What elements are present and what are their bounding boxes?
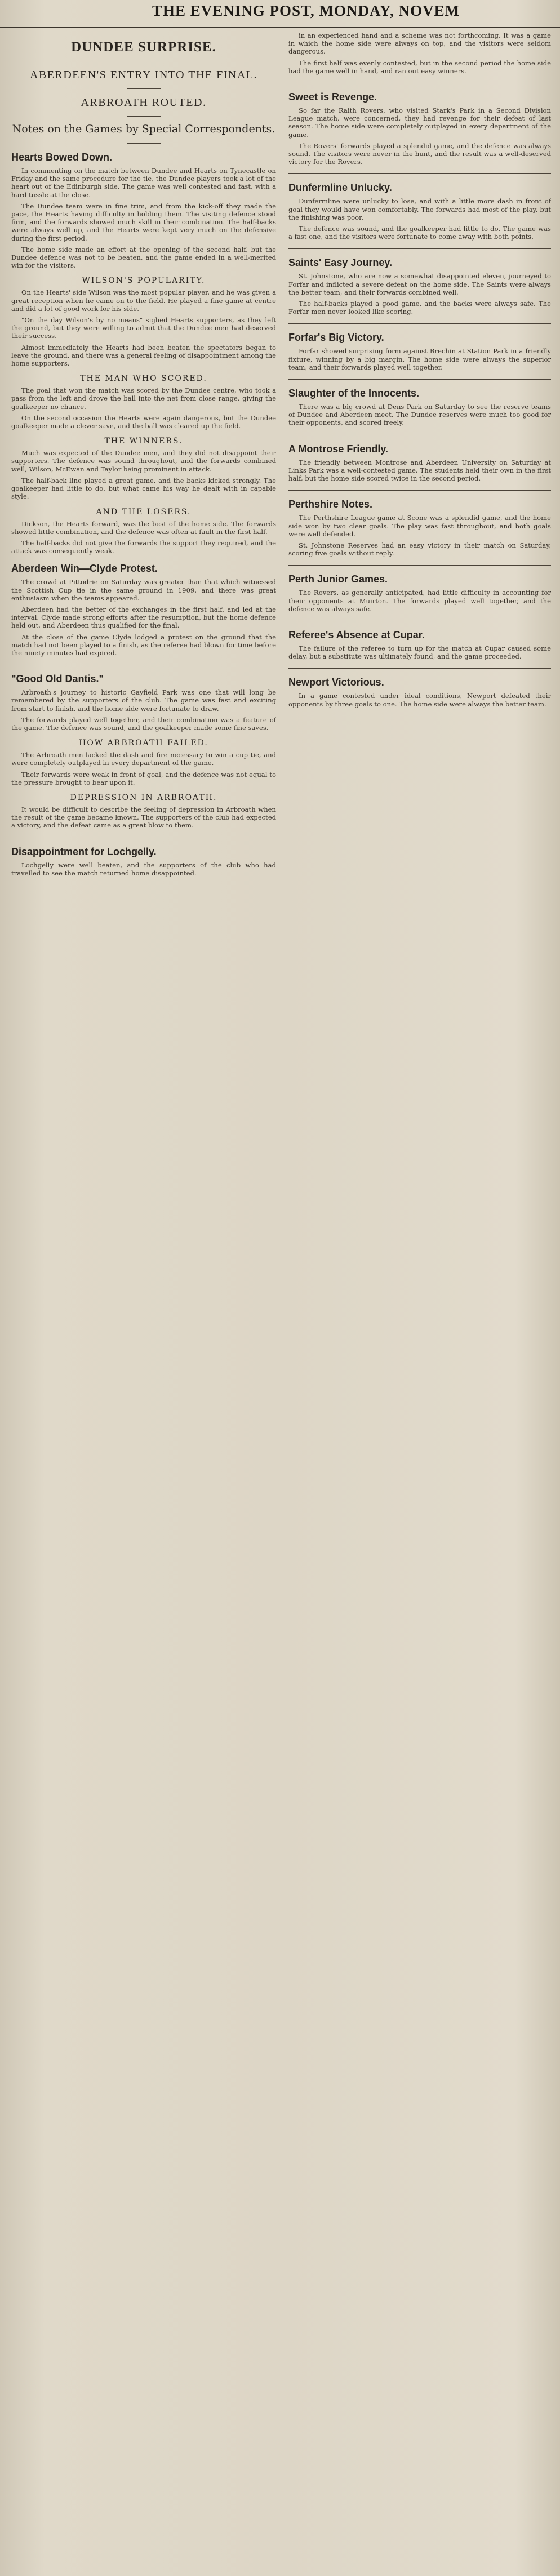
article-paragraph: The Perthshire League game at Scone was a splendid game, and the home side won by two clear goals. The play was fast throughout, and both goals were well defended. — [288, 514, 551, 538]
article-paragraph: The goal that won the match was scored by the Dundee centre, who took a pass from the left and drove the ball into the net from close range, giving the goalkeeper no chance. — [11, 386, 276, 411]
divider — [288, 565, 551, 566]
section-title: Dunfermline Unlucky. — [288, 182, 392, 194]
article-paragraph: Almost immediately the Hearts had been beaten the spectators began to leave the ground, and there was a general feeling of disappointment among the home supporters. — [11, 343, 276, 368]
section-title: Aberdeen Win—Clyde Protest. — [11, 563, 158, 575]
article-paragraph: The Rovers, as generally anticipated, had little difficulty in accounting for their opponents at Muirton. The forwards played well together, and the defence was always safe. — [288, 589, 551, 613]
section-title: Disappointment for Lochgelly. — [11, 846, 157, 857]
article-paragraph: Much was expected of the Dundee men, and they did not disappoint their supporters. The defence was sound throughout, and the forwards combined well, Wilson, McEwan and Taylor being prominent in attack. — [11, 449, 276, 473]
article-paragraph: It would be difficult to describe the feeling of depression in Arbroath when the result of the game became known. The supporters of the club had expected a victory, and the defeat came as a great blow to them. — [11, 805, 276, 830]
section-subtitle: AND THE LOSERS. — [96, 507, 192, 517]
article-paragraph: On the Hearts' side Wilson was the most popular player, and he was given a great reception when he came on to the field. He played a fine game at centre and did a lot of good work for his side. — [11, 288, 276, 313]
article-paragraph: At the close of the game Clyde lodged a protest on the ground that the match had not been played to a finish, as the referee had blown for time before the ninety minutes had expired. — [11, 633, 276, 657]
section-subtitle: DEPRESSION IN ARBROATH. — [70, 793, 217, 802]
article-paragraph: In a game contested under ideal conditions, Newport defeated their opponents by three goals to one. The home side were always the better team. — [288, 692, 551, 708]
section-title: A Montrose Friendly. — [288, 443, 389, 455]
section-title: Slaughter of the Innocents. — [288, 388, 420, 399]
masthead — [0, 0, 560, 28]
section-title: "Good Old Dantis." — [11, 673, 104, 685]
article-paragraph: Lochgelly were well beaten, and the supporters of the club who had travelled to see the match returned home disappointed. — [11, 861, 276, 877]
section-subtitle: WILSON'S POPULARITY. — [82, 276, 206, 286]
article-paragraph: The defence was sound, and the goalkeeper had little to do. The game was a fast one, and the visitors were fortunate to come away with both points. — [288, 225, 551, 241]
masthead-title: THE EVENING POST, MONDAY, NOVEM — [152, 2, 460, 19]
divider — [288, 173, 551, 174]
section-title: Newport Victorious. — [288, 677, 384, 688]
section-title: Perthshire Notes. — [288, 499, 373, 510]
article-paragraph: So far the Raith Rovers, who visited Stark's Park in a Second Division League match, were concerned, they had revenge for their defeat of last season. The home side were completely outplayed in every department of the game. — [288, 106, 551, 139]
article-paragraph: The failure of the referee to turn up for the match at Cupar caused some delay, but a substitute was ultimately found, and the game proceeded. — [288, 644, 551, 661]
article-paragraph: "On the day Wilson's by no means" sighed Hearts supporters, as they left the ground, but they were willing to admit that the Dundee men had deserved their success. — [11, 316, 276, 340]
headline: DUNDEE SURPRISE. — [71, 39, 216, 55]
section-title: Forfar's Big Victory. — [288, 332, 384, 344]
article-paragraph: Aberdeen had the better of the exchanges in the first half, and led at the interval. Clyde made strong efforts after the resumption, but the home defence held out, and Aberdeen thus qualified for the final. — [11, 605, 276, 630]
section-title: Saints' Easy Journey. — [288, 257, 393, 269]
section-title: Sweet is Revenge. — [288, 91, 377, 103]
article-paragraph: The Dundee team were in fine trim, and from the kick-off they made the pace, the Hearts having difficulty in holding them. The visiting defence stood firm, and the forwards showed much skill in their combination. The half-backs were always well up, and the Hearts were kept very much on the defensive during the first period. — [11, 202, 276, 242]
section-subtitle: HOW ARBROATH FAILED. — [79, 738, 208, 748]
article-paragraph: The half-backs played a good game, and the backs were always safe. The Forfar men never looked like scoring. — [288, 300, 551, 316]
divider — [288, 490, 551, 491]
article-paragraph: Their forwards were weak in front of goal, and the defence was not equal to the pressure brought to bear upon it. — [11, 770, 276, 786]
article-paragraph: The first half was evenly contested, but in the second period the home side had the game well in hand, and ran out easy winners. — [288, 59, 551, 75]
section-title: Referee's Absence at Cupar. — [288, 629, 425, 640]
divider — [288, 379, 551, 380]
divider — [288, 248, 551, 249]
subheadline-aberdeen: ABERDEEN'S ENTRY INTO THE FINAL. — [29, 69, 257, 81]
article-paragraph: The crowd at Pittodrie on Saturday was greater than that which witnessed the Scottish Cup tie in the same ground in 1909, and there was great enthusiasm when the teams appeared. — [11, 578, 276, 602]
section-subtitle: THE WINNERS. — [104, 437, 183, 446]
notes-heading: Notes on the Games by Special Correspondents. — [12, 123, 275, 135]
article-paragraph: St. Johnstone, who are now a somewhat disappointed eleven, journeyed to Forfar and inflicted a severe defeat on the home side. The Saints were always the better team, and their forwards combined well. — [288, 272, 551, 296]
divider — [127, 116, 161, 117]
article-paragraph: The friendly between Montrose and Aberdeen University on Saturday at Links Park was a well-contested game. The students held their own in the first half, but the home side scored twice in the second period. — [288, 458, 551, 483]
article-paragraph: St. Johnstone Reserves had an easy victory in their match on Saturday, scoring five goals without reply. — [288, 541, 551, 558]
divider — [127, 143, 161, 144]
divider — [127, 88, 161, 89]
article-paragraph: The half-backs did not give the forwards the support they required, and the attack was consequently weak. — [11, 539, 276, 555]
article-paragraph: Dunfermline were unlucky to lose, and with a little more dash in front of goal they would have won comfortably. The forwards had most of the play, but the finishing was poor. — [288, 197, 551, 221]
divider — [288, 668, 551, 669]
article-paragraph: There was a big crowd at Dens Park on Saturday to see the reserve teams of Dundee and Aberdeen meet. The Dundee reserves were much too good for their opponents, and scored freely. — [288, 403, 551, 427]
article-paragraph: Forfar showed surprising form against Brechin at Station Park in a friendly fixture, winning by a big margin. The home side were always the superior team, and their forwards played well together. — [288, 347, 551, 371]
article-paragraph: The half-back line played a great game, and the backs kicked strongly. The goalkeeper had little to do, but what came his way he dealt with in capable style. — [11, 476, 276, 501]
article-paragraph: The Arbroath men lacked the dash and fire necessary to win a cup tie, and were completely outplayed in every department of the game. — [11, 751, 276, 767]
section-subtitle: THE MAN WHO SCORED. — [80, 374, 207, 384]
article-paragraph: On the second occasion the Hearts were again dangerous, but the Dundee goalkeeper made a clever save, and the ball was cleared up the field. — [11, 413, 276, 430]
article-paragraph: Dickson, the Hearts forward, was the best of the home side. The forwards showed little combination, and the defence was often at fault in the first half. — [11, 519, 276, 536]
subheadline-arbroath: ARBROATH ROUTED. — [81, 96, 207, 109]
article-paragraph: The forwards played well together, and their combination was a feature of the game. The defence was sound, and the goalkeeper made some fine saves. — [11, 715, 276, 732]
right-column — [288, 32, 551, 2570]
section-title: Perth Junior Games. — [288, 573, 388, 585]
article-paragraph: The Rovers' forwards played a splendid game, and the defence was always sound. The visitors were never in the hunt, and the result was a well-deserved victory for the Rovers. — [288, 141, 551, 166]
article-paragraph: The home side made an effort at the opening of the second half, but the Dundee defence was not to be beaten, and the game ended in a well-merited win for the visitors. — [11, 245, 276, 270]
divider — [288, 323, 551, 324]
section-title: Hearts Bowed Down. — [11, 152, 113, 163]
article-paragraph: In commenting on the match between Dundee and Hearts on Tynecastle on Friday and the same procedure for the tie, the Dundee players took a lot of the heart out of the Edinburgh side. The game was well contested and fast, with a hard tussle at the close. — [11, 167, 276, 199]
article-paragraph: in an experienced hand and a scheme was not forthcoming. It was a game in which the home side were always on top, and the visitors were seldom dangerous. — [288, 32, 551, 56]
article-paragraph: Arbroath's journey to historic Gayfield Park was one that will long be remembered by the supporters of the club. The game was fast and exciting from start to finish, and the home side were fortunate to draw. — [11, 688, 276, 713]
left-column — [11, 32, 276, 2570]
